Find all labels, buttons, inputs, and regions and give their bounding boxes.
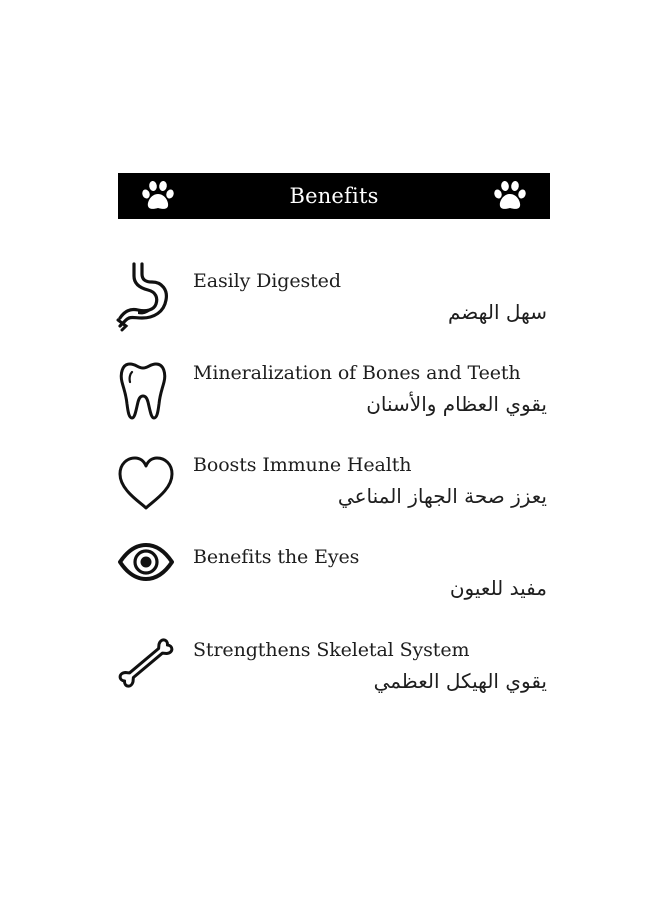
bone-icon: [110, 627, 182, 699]
benefit-item-skeletal: [0, 639, 660, 719]
benefit-label-en: Benefits the Eyes: [193, 546, 360, 568]
benefit-label-ar: يعزز صحة الجهاز المناعي: [337, 484, 547, 508]
benefit-label-ar: سهل الهضم: [447, 300, 547, 324]
benefit-item-digestion: [0, 270, 660, 350]
benefit-label-ar: يقوي العظام والأسنان: [366, 392, 547, 416]
eye-icon: [110, 526, 182, 598]
stomach-icon: [110, 260, 182, 332]
benefits-header: [118, 173, 550, 219]
paw-icon: [492, 179, 528, 213]
page-title: Benefits: [289, 184, 379, 208]
benefit-label-en: Easily Digested: [193, 270, 341, 292]
benefit-label-en: Strengthens Skeletal System: [193, 639, 470, 661]
benefit-label-ar: يقوي الهيكل العظمي: [373, 669, 547, 693]
benefit-label-en: Boosts Immune Health: [193, 454, 412, 476]
benefit-item-eyes: [0, 546, 660, 626]
tooth-icon: [110, 354, 182, 426]
benefit-item-bones-teeth: [0, 362, 660, 442]
benefit-item-immune: [0, 454, 660, 534]
benefit-label-en: Mineralization of Bones and Teeth: [193, 362, 521, 384]
benefit-label-ar: مفيد للعيون: [449, 576, 547, 600]
heart-icon: [110, 446, 182, 518]
